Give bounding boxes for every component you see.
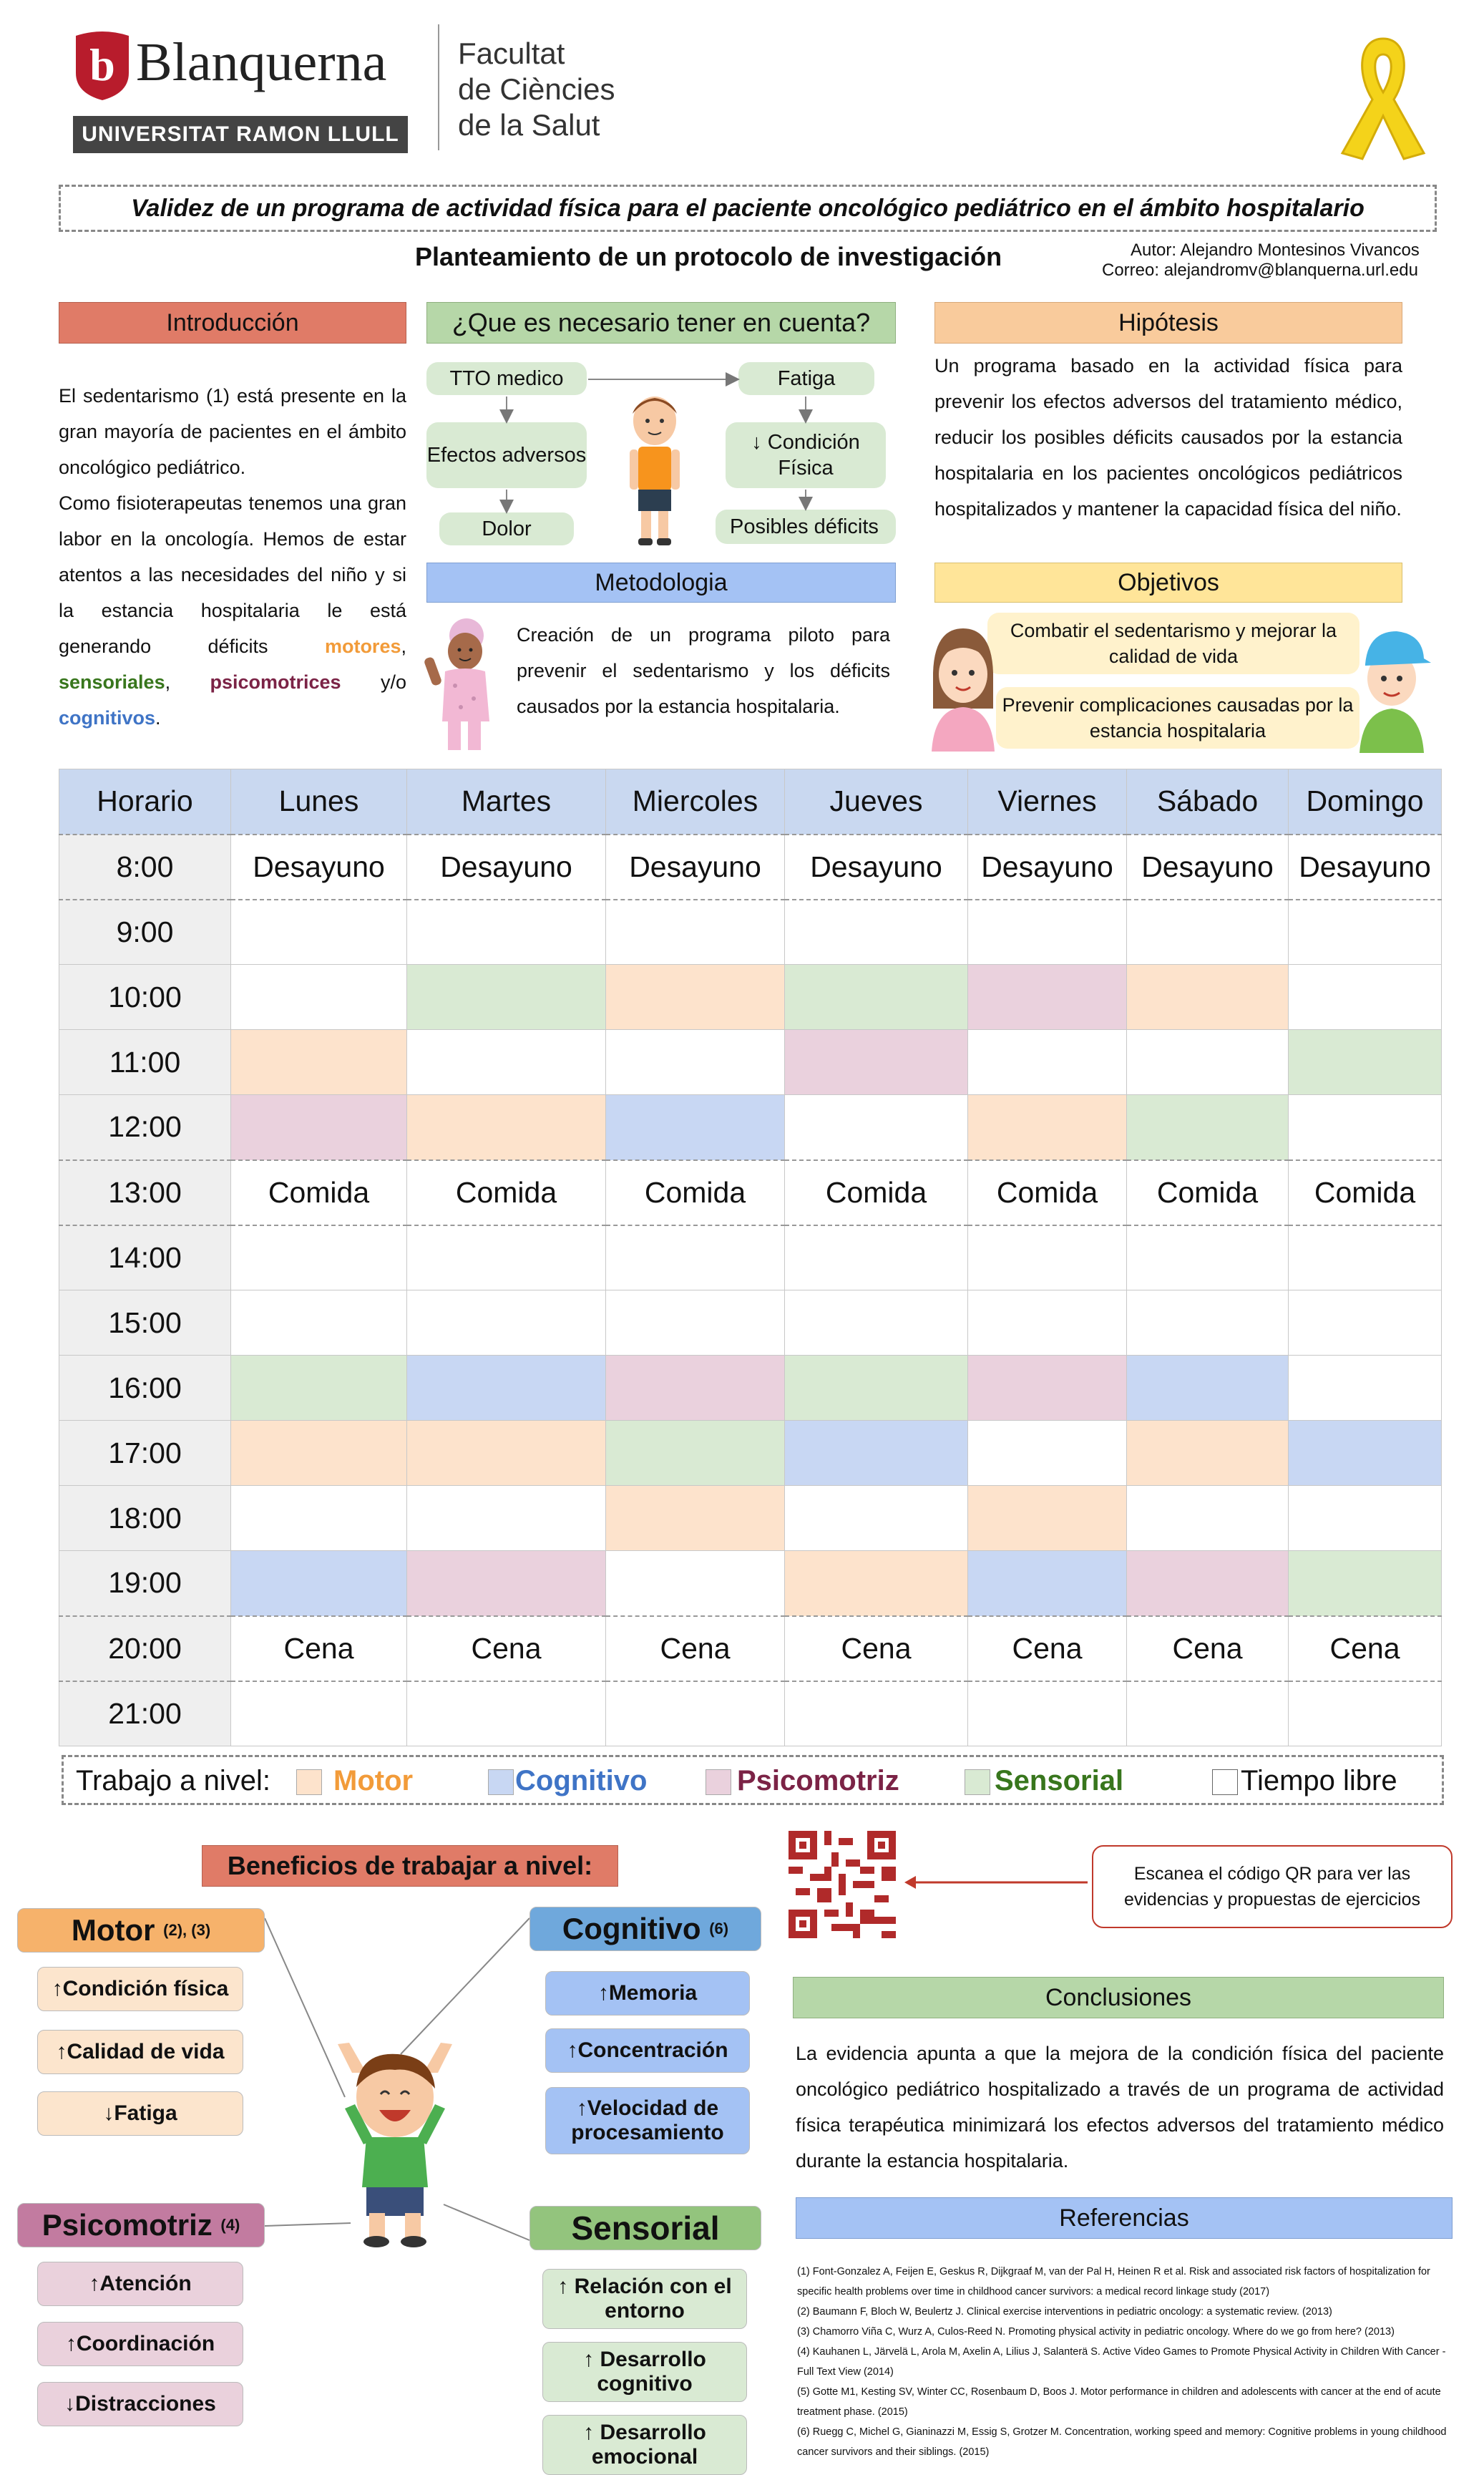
meal-cell: Comida [785, 1160, 968, 1225]
schedule-row [59, 965, 1442, 1030]
poster-title-box [59, 185, 1437, 232]
activity-cell [1127, 1551, 1289, 1616]
free-time-cell [785, 1225, 968, 1290]
free-time-cell [606, 900, 785, 965]
activity-cell [785, 965, 968, 1030]
reference-item: (2) Baumann F, Bloch W, Beulertz J. Clinical exercise interventions in pediatric oncology: a systematic review. (2013) [797, 2306, 1332, 2318]
legend-libre: Tiempo libre [1241, 1765, 1397, 1796]
free-time-cell [1127, 1681, 1289, 1746]
benefit-psicomotriz-item: ↓Distracciones [37, 2382, 243, 2426]
legend-swatch-psicomotriz [706, 1769, 731, 1795]
free-time-cell [1289, 1681, 1442, 1746]
qr-code-icon [789, 1831, 896, 1938]
legend-label: Trabajo a nivel: [76, 1765, 270, 1796]
intro-text: El sedentarismo (1) está presente en la gran mayoría de pacientes en el ámbito oncológico pediátrico. Como fisioterapeutas tenemos una gran labor en la oncología. Hemos de estar atentos a las necesidades del niño y si la estancia hospitalaria le está generando déficits motores, sensoriales, psicomotrices y/o cognitivos. [59, 385, 406, 729]
activity-cell [231, 1095, 407, 1160]
cognitivos-word: cognitivos [59, 707, 156, 729]
hour-cell: 8:00 [59, 835, 231, 900]
benefit-psicomotriz-item: ↑Coordinación [37, 2322, 243, 2366]
free-time-cell [407, 1225, 606, 1290]
free-time-cell [968, 1290, 1127, 1356]
free-time-cell [1289, 1095, 1442, 1160]
svg-text:b: b [89, 39, 115, 90]
schedule-row [59, 1486, 1442, 1551]
schedule-row [59, 1030, 1442, 1095]
activity-cell [231, 1551, 407, 1616]
faculty-name: Facultat de Ciències de la Salut [458, 37, 615, 142]
meal-cell: Comida [231, 1160, 407, 1225]
method-heading: Metodologia [426, 563, 896, 603]
girl-face-icon [927, 623, 999, 752]
activity-cell [968, 1356, 1127, 1421]
activity-cell [785, 1030, 968, 1095]
hour-cell: 9:00 [59, 900, 231, 965]
benefit-sensorial-item: ↑ Relación con el entorno [542, 2269, 747, 2329]
activity-cell [606, 965, 785, 1030]
hour-cell: 18:00 [59, 1486, 231, 1551]
benefit-motor-item: ↑Condición física [37, 1967, 243, 2011]
patient-child-icon [424, 614, 502, 757]
free-time-cell [968, 1225, 1127, 1290]
free-time-cell [606, 1290, 785, 1356]
benefit-cognitivo-item: ↑Memoria [545, 1971, 750, 2016]
consider-tto: TTO medico [426, 362, 587, 395]
col-header: Miercoles [606, 769, 785, 835]
col-header: Horario [59, 769, 231, 835]
free-time-cell [1289, 965, 1442, 1030]
reference-item: (3) Chamorro Viña C, Wurz A, Culos-Reed N. Promoting physical activity in pediatric oncology. Where do we go from here? (2013) [797, 2326, 1395, 2338]
activity-cell [785, 1421, 968, 1486]
free-time-cell [785, 1290, 968, 1356]
activity-cell [407, 1551, 606, 1616]
activity-cell [407, 965, 606, 1030]
meal-cell: Cena [1127, 1616, 1289, 1681]
free-time-cell [1127, 1486, 1289, 1551]
intro-heading: Introducción [59, 302, 406, 344]
meal-cell: Cena [606, 1616, 785, 1681]
free-time-cell [1127, 900, 1289, 965]
activity-cell [1127, 1421, 1289, 1486]
col-header: Lunes [231, 769, 407, 835]
hour-cell: 15:00 [59, 1290, 231, 1356]
hour-cell: 21:00 [59, 1681, 231, 1746]
hour-cell: 17:00 [59, 1421, 231, 1486]
poster-title: Validez de un programa de actividad física para el paciente oncológico pediátrico en el ámbito hospitalario [131, 194, 1365, 222]
legend-motor: Motor [333, 1765, 414, 1796]
meal-cell: Cena [1289, 1616, 1442, 1681]
legend-swatch-motor [296, 1769, 322, 1795]
consider-heading: ¿Que es necesario tener en cuenta? [426, 302, 896, 344]
logo-subtitle: UNIVERSITAT RAMON LLULL [73, 116, 408, 153]
meal-cell: Cena [231, 1616, 407, 1681]
activity-cell [785, 1551, 968, 1616]
hypothesis-text: Un programa basado en la actividad física para prevenir los efectos adversos del tratamiento médico, reducir los posibles déficits causados por la estancia hospitalaria en los pacientes oncológicos pediátricos hospitalizados y mantener la capacidad física del niño. [934, 355, 1402, 520]
col-header: Jueves [785, 769, 968, 835]
qr-note: Escanea el código QR para ver las evidencias y propuestas de ejercicios [1092, 1845, 1453, 1928]
activity-cell [407, 1421, 606, 1486]
legend-psicomotriz: Psicomotriz [737, 1765, 899, 1796]
free-time-cell [1289, 900, 1442, 965]
references-list [797, 2262, 1454, 2462]
logo-name: Blanquerna [136, 32, 387, 92]
schedule-row [59, 835, 1442, 900]
method-text: Creación de un programa piloto para prevenir el sedentarismo y los déficits causados por la estancia hospitalaria. [517, 624, 890, 717]
schedule-row [59, 900, 1442, 965]
free-time-cell [1127, 1225, 1289, 1290]
weekly-schedule-table [59, 769, 1442, 1746]
hour-cell: 19:00 [59, 1551, 231, 1616]
meal-cell: Cena [968, 1616, 1127, 1681]
meal-cell: Desayuno [1127, 835, 1289, 900]
activity-cell [407, 1095, 606, 1160]
activity-cell [1127, 1356, 1289, 1421]
activity-cell [1127, 1095, 1289, 1160]
activity-cell [606, 1486, 785, 1551]
free-time-cell [231, 1681, 407, 1746]
objective-2: Prevenir complicaciones causadas por la estancia hospitalaria [996, 687, 1359, 749]
conclusions-heading: Conclusiones [793, 1977, 1444, 2018]
reference-item: (4) Kauhanen L, Järvelä L, Arola M, Axelin A, Lilius J, Salanterä S. Active Video Games to Promote Physical Activity in Children With Cancer - Full Text View (2014) [797, 2346, 1446, 2378]
benefit-sensorial-item: ↑ Desarrollo cognitivo [542, 2342, 747, 2402]
arrow-left-icon [903, 1874, 1089, 1891]
hour-cell: 13:00 [59, 1160, 231, 1225]
meal-cell: Desayuno [407, 835, 606, 900]
psicomotrices-word: psicomotrices [210, 671, 341, 693]
legend-cognitivo: Cognitivo [515, 1765, 648, 1796]
activity-cell [606, 1421, 785, 1486]
consider-fatiga: Fatiga [738, 362, 874, 395]
schedule-row [59, 1421, 1442, 1486]
benefit-motor-item: ↓Fatiga [37, 2091, 243, 2136]
happy-boy-jumping-icon [323, 2044, 467, 2252]
references-heading: Referencias [796, 2197, 1453, 2239]
meal-cell: Comida [1127, 1160, 1289, 1225]
reference-item: (1) Font-Gonzalez A, Feijen E, Geskus R, Dijkgraaf M, van der Pal H, Heinen R et al. Risk and associated risk factors of hospitalization for specific health problems over time in childhood cancer survivors: a medical record linkage study (2017) [797, 2266, 1430, 2297]
activity-cell [231, 1356, 407, 1421]
free-time-cell [968, 1030, 1127, 1095]
free-time-cell [1127, 1290, 1289, 1356]
schedule-row [59, 1160, 1442, 1225]
free-time-cell [407, 1030, 606, 1095]
hour-cell: 16:00 [59, 1356, 231, 1421]
free-time-cell [231, 1486, 407, 1551]
schedule-row [59, 1095, 1442, 1160]
author-email: Correo: alejandromv@blanquerna.url.edu [1102, 261, 1418, 280]
hour-cell: 12:00 [59, 1095, 231, 1160]
col-header: Viernes [968, 769, 1127, 835]
hour-cell: 14:00 [59, 1225, 231, 1290]
activity-cell [968, 1095, 1127, 1160]
meal-cell: Cena [785, 1616, 968, 1681]
consider-efectos: Efectos adversos [426, 422, 587, 488]
col-header: Martes [407, 769, 606, 835]
reference-item: (5) Gotte M1, Kesting SV, Winter CC, Rosenbaum D, Boos J. Motor performance in children and adolescents with cancer at the end of acute treatment phase. (2015) [797, 2386, 1441, 2418]
free-time-cell [407, 1290, 606, 1356]
free-time-cell [606, 1681, 785, 1746]
free-time-cell [785, 900, 968, 965]
conclusions-text: La evidencia apunta a que la mejora de la condición física del paciente oncológico pediátrico hospitalizado a través de un programa de actividad física terapéutica minimizará los efectos adversos del tratamiento médico durante la estancia hospitalaria. [796, 2043, 1444, 2172]
activity-cell [407, 1356, 606, 1421]
schedule-row [59, 1290, 1442, 1356]
free-time-cell [785, 1095, 968, 1160]
activity-cell [231, 1421, 407, 1486]
activity-cell [231, 1030, 407, 1095]
hour-cell: 10:00 [59, 965, 231, 1030]
benefit-cognitivo-title: Cognitivo (6) [529, 1907, 761, 1951]
free-time-cell [1289, 1356, 1442, 1421]
author: Autor: Alejandro Montesinos Vivancos [1131, 240, 1420, 260]
header-divider [438, 24, 439, 150]
free-time-cell [606, 1030, 785, 1095]
activity-cell [1127, 965, 1289, 1030]
activity-cell [1289, 1551, 1442, 1616]
hypothesis-heading: Hipótesis [934, 302, 1402, 344]
benefit-psicomotriz-title: Psicomotriz (4) [17, 2203, 265, 2247]
university-logo [73, 23, 409, 152]
activity-cell [968, 965, 1127, 1030]
meal-cell: Comida [968, 1160, 1127, 1225]
sensoriales-word: sensoriales [59, 671, 165, 693]
meal-cell: Desayuno [231, 835, 407, 900]
consider-condicion: ↓ Condición Física [726, 422, 886, 488]
schedule-row [59, 1616, 1442, 1681]
objectives-heading: Objetivos [934, 563, 1402, 603]
activity-cell [968, 1486, 1127, 1551]
benefit-sensorial-item: ↑ Desarrollo emocional [542, 2415, 747, 2475]
objective-1: Combatir el sedentarismo y mejorar la calidad de vida [987, 613, 1359, 674]
meal-cell: Comida [606, 1160, 785, 1225]
benefit-psicomotriz-item: ↑Atención [37, 2262, 243, 2306]
free-time-cell [407, 900, 606, 965]
col-header: Domingo [1289, 769, 1442, 835]
free-time-cell [407, 1486, 606, 1551]
free-time-cell [968, 900, 1127, 965]
free-time-cell [606, 1225, 785, 1290]
free-time-cell [1289, 1225, 1442, 1290]
motores-word: motores [324, 636, 401, 657]
meal-cell: Cena [407, 1616, 606, 1681]
yellow-ribbon-icon [1337, 31, 1430, 167]
activity-cell [968, 1551, 1127, 1616]
activity-cell [1289, 1421, 1442, 1486]
legend-items [296, 1762, 1434, 1799]
schedule-row [59, 1681, 1442, 1746]
free-time-cell [968, 1681, 1127, 1746]
schedule-row [59, 1356, 1442, 1421]
col-header: Sábado [1127, 769, 1289, 835]
free-time-cell [785, 1486, 968, 1551]
meal-cell: Desayuno [785, 835, 968, 900]
hour-cell: 11:00 [59, 1030, 231, 1095]
benefits-heading: Beneficios de trabajar a nivel: [202, 1845, 618, 1887]
hour-cell: 20:00 [59, 1616, 231, 1681]
consider-dolor: Dolor [439, 512, 574, 545]
free-time-cell [1289, 1290, 1442, 1356]
legend-swatch-cognitivo [488, 1769, 514, 1795]
free-time-cell [231, 1225, 407, 1290]
benefit-motor-title: Motor (2), (3) [17, 1908, 265, 1953]
activity-cell [785, 1356, 968, 1421]
legend-swatch-libre [1212, 1769, 1238, 1795]
activity-cell [1289, 1030, 1442, 1095]
free-time-cell [785, 1681, 968, 1746]
activity-cell [606, 1356, 785, 1421]
free-time-cell [231, 900, 407, 965]
schedule-row [59, 1551, 1442, 1616]
free-time-cell [1127, 1030, 1289, 1095]
benefit-sensorial-title: Sensorial [529, 2206, 761, 2250]
free-time-cell [606, 1551, 785, 1616]
benefit-cognitivo-item: ↑Concentración [545, 2028, 750, 2073]
legend-swatch-sensorial [965, 1769, 990, 1795]
meal-cell: Desayuno [1289, 835, 1442, 900]
poster-subtitle: Planteamiento de un protocolo de investigación [415, 242, 1002, 271]
blanquerna-emblem-icon [73, 30, 132, 102]
meal-cell: Comida [1289, 1160, 1442, 1225]
free-time-cell [407, 1681, 606, 1746]
benefit-motor-item: ↑Calidad de vida [37, 2030, 243, 2074]
schedule-row [59, 1225, 1442, 1290]
schedule-header-row [59, 769, 1442, 835]
free-time-cell [1289, 1486, 1442, 1551]
child-figure-icon [623, 392, 687, 550]
meal-cell: Comida [407, 1160, 606, 1225]
benefit-cognitivo-item: ↑Velocidad de procesamiento [545, 2087, 750, 2154]
boy-face-icon [1352, 621, 1431, 753]
free-time-cell [231, 965, 407, 1030]
activity-cell [606, 1095, 785, 1160]
meal-cell: Desayuno [606, 835, 785, 900]
reference-item: (6) Ruegg C, Michel G, Gianinazzi M, Essig S, Grotzer M. Concentration, working speed and memory: Cognitive problems in young childhood cancer survivors and their siblings. (2015) [797, 2426, 1447, 2458]
legend-sensorial: Sensorial [995, 1765, 1124, 1796]
meal-cell: Desayuno [968, 835, 1127, 900]
consider-deficits: Posibles déficits [716, 510, 896, 544]
free-time-cell [231, 1290, 407, 1356]
free-time-cell [968, 1421, 1127, 1486]
